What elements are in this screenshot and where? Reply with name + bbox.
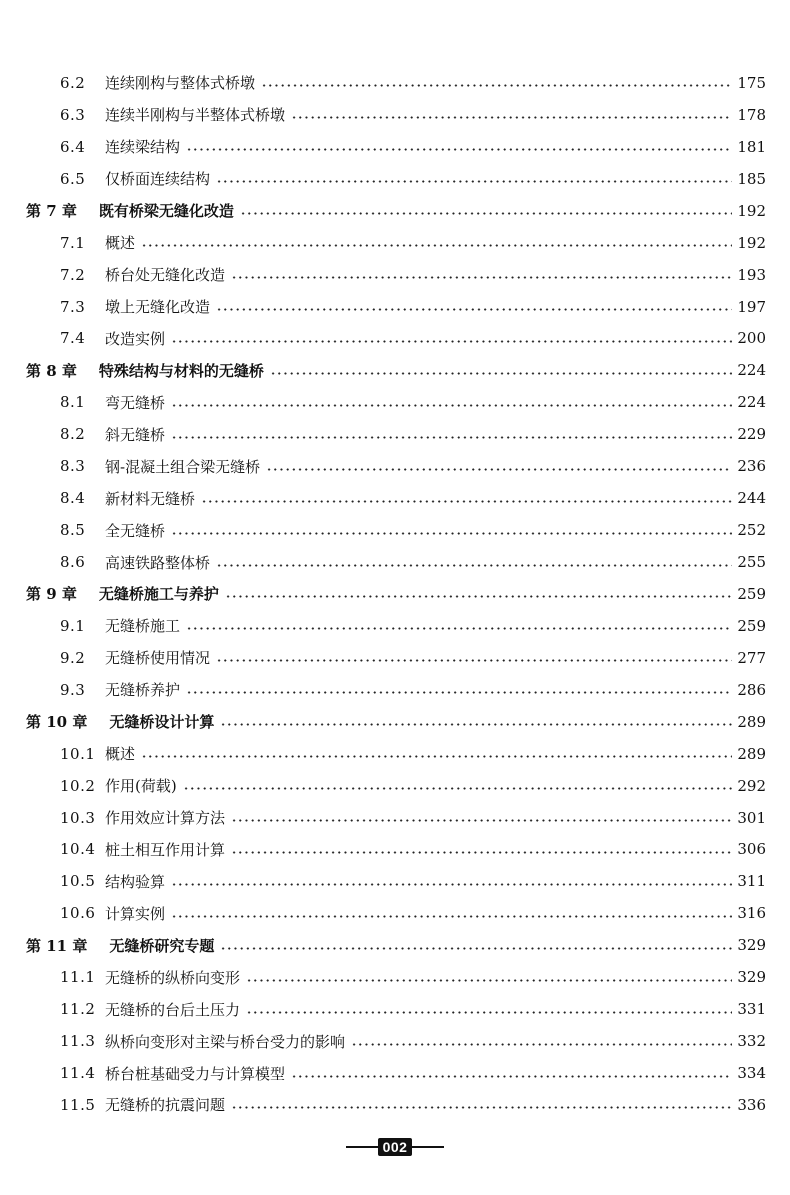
toc-entry-number: 6.3: [60, 105, 86, 124]
toc-entry-page: 332: [737, 1032, 766, 1051]
dot-leader: [231, 1106, 732, 1109]
toc-entry-title: 弯无缝桥: [105, 393, 166, 412]
toc-entry-page: 336: [737, 1095, 766, 1114]
toc-entry-title: 高速铁路整体桥: [105, 553, 211, 572]
toc-entry-page: 193: [737, 265, 766, 284]
toc-section-entry[interactable]: [0, 227, 790, 259]
toc-entry-page: 224: [737, 393, 766, 412]
toc-section-entry[interactable]: [0, 674, 790, 706]
toc-entry-number: 10.5: [60, 872, 96, 891]
dot-leader: [246, 979, 732, 982]
toc-entry-title: 概述: [105, 745, 136, 764]
dot-leader: [216, 564, 732, 567]
toc-entry-number: 第 11 章: [26, 936, 88, 955]
toc-section-entry[interactable]: [0, 67, 790, 99]
toc-section-entry[interactable]: [0, 610, 790, 642]
toc-entry-number: 8.5: [60, 521, 86, 540]
toc-entry-title: 无缝桥养护: [105, 681, 181, 700]
toc-section-entry[interactable]: [0, 865, 790, 897]
toc-entry-title: 既有桥梁无缝化改造: [98, 202, 234, 221]
toc-entry-page: 289: [737, 744, 766, 763]
toc-entry-page: 192: [737, 201, 766, 220]
toc-entry-page: 289: [737, 712, 766, 731]
toc-entry-number: 11.5: [60, 1095, 96, 1114]
toc-entry-page: 316: [737, 904, 766, 923]
toc-entry-title: 无缝桥的台后土压力: [105, 1000, 241, 1019]
toc-entry-number: 第 9 章: [26, 585, 77, 604]
toc-entry-title: 结构验算: [105, 872, 166, 891]
toc-entry-title: 仅桥面连续结构: [105, 170, 211, 189]
toc-section-entry[interactable]: [0, 259, 790, 291]
dot-leader: [225, 595, 732, 598]
footer-right-rule: [412, 1146, 444, 1148]
toc-entry-page: 277: [737, 648, 766, 667]
dot-leader: [216, 180, 732, 183]
toc-entry-number: 10.2: [60, 776, 96, 795]
toc-entry-page: 252: [737, 521, 766, 540]
toc-entry-page: 178: [737, 105, 766, 124]
toc-entry-title: 无缝桥的抗震问题: [105, 1096, 226, 1115]
dot-leader: [186, 627, 732, 630]
toc-entry-title: 无缝桥的纵桥向变形: [105, 968, 241, 987]
toc-entry-page: 224: [737, 361, 766, 380]
toc-chapter-entry[interactable]: [0, 706, 790, 738]
toc-entry-title: 无缝桥施工与养护: [98, 585, 219, 604]
toc-entry-number: 6.4: [60, 137, 86, 156]
toc-entry-page: 301: [737, 808, 766, 827]
toc-section-entry[interactable]: [0, 642, 790, 674]
toc-entry-page: 244: [737, 489, 766, 508]
dot-leader: [220, 723, 732, 726]
toc-entry-title: 全无缝桥: [105, 521, 166, 540]
toc-entry-number: 8.3: [60, 457, 86, 476]
toc-entry-number: 10.3: [60, 808, 96, 827]
dot-leader: [171, 883, 732, 886]
toc-section-entry[interactable]: [0, 546, 790, 578]
dot-leader: [171, 340, 732, 343]
toc-section-entry[interactable]: [0, 131, 790, 163]
toc-chapter-entry[interactable]: [0, 929, 790, 961]
toc-entry-page: 329: [737, 936, 766, 955]
dot-leader: [216, 659, 732, 662]
toc-section-entry[interactable]: [0, 482, 790, 514]
dot-leader: [171, 532, 732, 535]
toc-entry-page: 185: [737, 169, 766, 188]
toc-entry-title: 改造实例: [105, 329, 166, 348]
toc-entry-title: 桩土相互作用计算: [105, 840, 226, 859]
toc-section-entry[interactable]: [0, 163, 790, 195]
dot-leader: [246, 1011, 732, 1014]
dot-leader: [171, 915, 732, 918]
page-footer: [0, 1136, 790, 1158]
toc-entry-number: 10.4: [60, 840, 96, 859]
dot-leader: [186, 148, 732, 151]
toc-entry-number: 11.1: [60, 968, 96, 987]
toc-entry-title: 无缝桥设计计算: [109, 713, 215, 732]
toc-section-entry[interactable]: [0, 386, 790, 418]
toc-entry-title: 桥台桩基础受力与计算模型: [105, 1064, 286, 1083]
toc-entry-number: 7.2: [60, 265, 86, 284]
toc-entry-page: 259: [737, 616, 766, 635]
toc-section-entry[interactable]: [0, 99, 790, 131]
dot-leader: [201, 500, 732, 503]
toc-entry-title: 计算实例: [105, 904, 166, 923]
toc-entry-title: 作用(荷载): [105, 777, 177, 796]
toc-entry-page: 329: [737, 968, 766, 987]
toc-section-entry[interactable]: [0, 418, 790, 450]
dot-leader: [231, 851, 732, 854]
dot-leader: [141, 755, 732, 758]
toc-section-entry[interactable]: [0, 1089, 790, 1121]
toc-entry-number: 7.4: [60, 329, 86, 348]
dot-leader: [270, 372, 732, 375]
toc-entry-title: 作用效应计算方法: [105, 809, 226, 828]
toc-section-entry[interactable]: [0, 1025, 790, 1057]
toc-chapter-entry[interactable]: [0, 195, 790, 227]
toc-entry-number: 8.4: [60, 489, 86, 508]
toc-entry-number: 7.3: [60, 297, 86, 316]
toc-entry-number: 8.2: [60, 425, 86, 444]
toc-entry-title: 特殊结构与材料的无缝桥: [98, 361, 264, 380]
toc-entry-title: 连续刚构与整体式桥墩: [105, 74, 256, 93]
toc-entry-page: 236: [737, 457, 766, 476]
toc-entry-title: 钢-混凝土组合梁无缝桥: [105, 457, 261, 476]
toc-entry-number: 7.1: [60, 233, 86, 252]
toc-section-entry[interactable]: [0, 738, 790, 770]
toc-entry-number: 第 10 章: [26, 713, 88, 732]
toc-chapter-entry[interactable]: [0, 354, 790, 386]
toc-entry-number: 9.1: [60, 616, 86, 635]
toc-entry-page: 197: [737, 297, 766, 316]
toc-entry-number: 11.2: [60, 1000, 96, 1019]
dot-leader: [240, 212, 732, 215]
toc-section-entry[interactable]: [0, 323, 790, 355]
dot-leader: [220, 947, 732, 950]
toc-section-entry[interactable]: [0, 450, 790, 482]
toc-entry-page: 192: [737, 233, 766, 252]
toc-entry-page: 286: [737, 680, 766, 699]
toc-section-entry[interactable]: [0, 802, 790, 834]
footer-left-rule: [346, 1146, 378, 1148]
toc-entry-title: 连续半刚构与半整体式桥墩: [105, 106, 286, 125]
toc-section-entry[interactable]: [0, 1057, 790, 1089]
toc-section-entry[interactable]: [0, 834, 790, 866]
dot-leader: [183, 787, 732, 790]
toc-section-entry[interactable]: [0, 961, 790, 993]
toc-entry-number: 10.6: [60, 904, 96, 923]
dot-leader: [291, 1075, 732, 1078]
dot-leader: [291, 116, 732, 119]
dot-leader: [266, 468, 732, 471]
dot-leader: [231, 819, 732, 822]
table-of-contents: [0, 67, 790, 1121]
toc-entry-page: 200: [737, 329, 766, 348]
toc-entry-title: 桥台处无缝化改造: [105, 266, 226, 285]
toc-entry-number: 9.3: [60, 680, 86, 699]
toc-entry-number: 第 8 章: [26, 361, 77, 380]
toc-entry-title: 概述: [105, 234, 136, 253]
page-number: 002: [378, 1138, 413, 1156]
toc-chapter-entry[interactable]: [0, 578, 790, 610]
toc-entry-title: 纵桥向变形对主梁与桥台受力的影响: [105, 1032, 346, 1051]
toc-entry-page: 259: [737, 584, 766, 603]
toc-entry-page: 175: [737, 73, 766, 92]
dot-leader: [351, 1043, 732, 1046]
toc-section-entry[interactable]: [0, 770, 790, 802]
dot-leader: [261, 84, 732, 87]
toc-entry-number: 11.3: [60, 1032, 96, 1051]
dot-leader: [231, 276, 732, 279]
toc-entry-title: 墩上无缝化改造: [105, 298, 211, 317]
dot-leader: [171, 436, 732, 439]
toc-entry-number: 8.1: [60, 393, 86, 412]
toc-entry-page: 306: [737, 840, 766, 859]
toc-entry-number: 9.2: [60, 648, 86, 667]
dot-leader: [186, 691, 732, 694]
toc-entry-title: 无缝桥施工: [105, 617, 181, 636]
toc-entry-number: 10.1: [60, 744, 96, 763]
toc-entry-title: 新材料无缝桥: [105, 489, 196, 508]
toc-entry-title: 无缝桥使用情况: [105, 649, 211, 668]
toc-entry-title: 连续梁结构: [105, 138, 181, 157]
dot-leader: [216, 308, 732, 311]
toc-entry-page: 311: [737, 872, 766, 891]
toc-entry-number: 6.5: [60, 169, 86, 188]
toc-entry-page: 255: [737, 553, 766, 572]
toc-entry-page: 331: [737, 1000, 766, 1019]
toc-entry-page: 292: [737, 776, 766, 795]
toc-entry-number: 11.4: [60, 1064, 96, 1083]
toc-entry-page: 229: [737, 425, 766, 444]
toc-entry-page: 334: [737, 1064, 766, 1083]
toc-entry-title: 无缝桥研究专题: [109, 936, 215, 955]
toc-section-entry[interactable]: [0, 514, 790, 546]
toc-entry-title: 斜无缝桥: [105, 425, 166, 444]
toc-section-entry[interactable]: [0, 897, 790, 929]
toc-section-entry[interactable]: [0, 291, 790, 323]
dot-leader: [141, 244, 732, 247]
toc-entry-number: 8.6: [60, 553, 86, 572]
dot-leader: [171, 404, 732, 407]
toc-entry-page: 181: [737, 137, 766, 156]
toc-entry-number: 第 7 章: [26, 202, 77, 221]
toc-entry-number: 6.2: [60, 73, 86, 92]
toc-section-entry[interactable]: [0, 993, 790, 1025]
